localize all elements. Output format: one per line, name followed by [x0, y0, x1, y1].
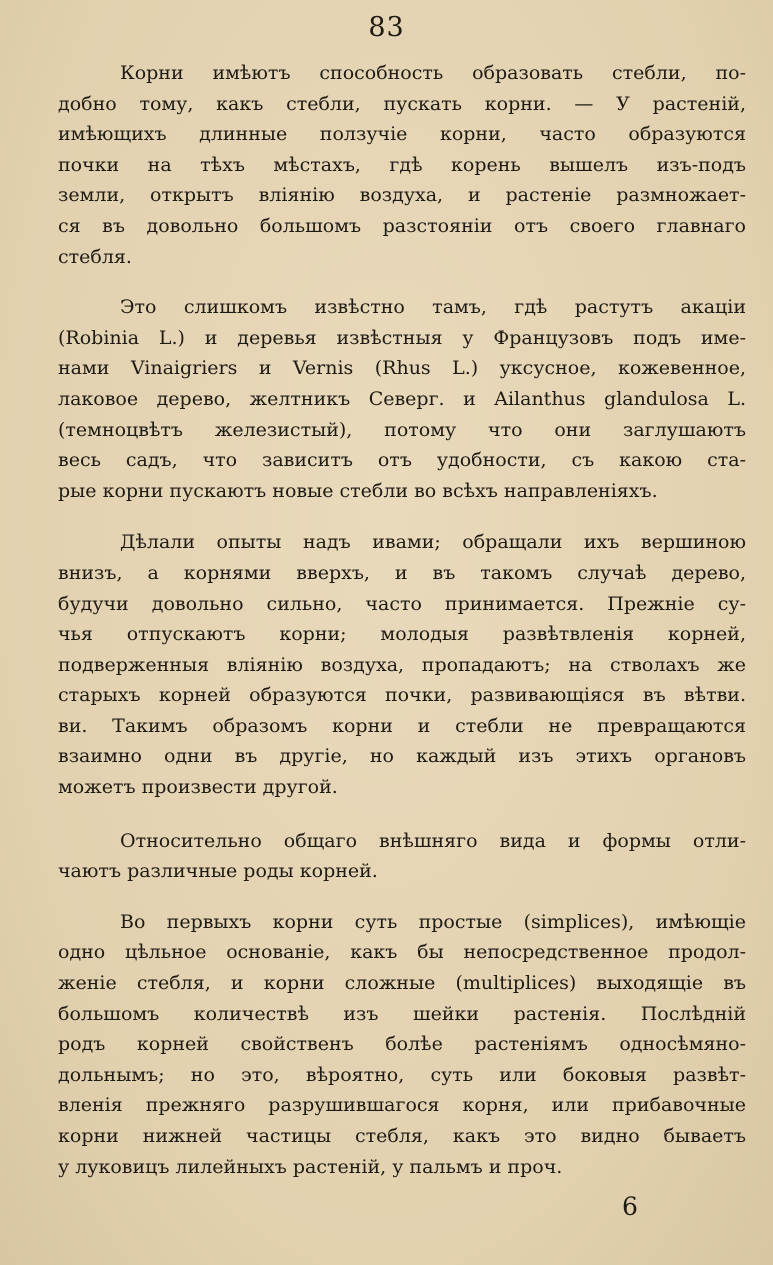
text-line: подверженныя вліянію воздуха, пропадаютъ; на стволахъ же	[58, 653, 746, 676]
text-line: дольнымъ; но это, вѣроятно, суть или боковыя развѣт-	[58, 1063, 746, 1086]
text-line: у луковицъ лилейныхъ растеній, у пальмъ и проч.	[58, 1155, 563, 1178]
signature-mark: 6	[622, 1192, 638, 1221]
text-line: имѣющихъ длинные ползучіе корни, часто образуются	[58, 123, 746, 146]
text-line: Дѣлали опыты надъ ивами; обращали ихъ вершиною	[120, 531, 746, 554]
text-line: Во первыхъ корни суть простые (simplices), имѣющіе	[120, 910, 746, 933]
text-line: чаютъ различные роды корней.	[58, 860, 378, 883]
text-line: чья отпускаютъ корни; молодыя развѣтвленія корней,	[58, 623, 746, 646]
text-line: будучи довольно сильно, часто принимается. Прежніе су-	[58, 592, 746, 615]
text-line: (темноцвѣтъ железистый), потому что они заглушаютъ	[58, 418, 746, 441]
paragraph-acacia-examples	[58, 292, 746, 506]
text-line: вленія прежняго разрушившагося корня, или прибавочные	[58, 1094, 746, 1117]
text-line: внизъ, а корнями вверхъ, и въ такомъ случаѣ дерево,	[58, 561, 746, 584]
text-line: стебля.	[58, 245, 132, 268]
text-line: Это слишкомъ извѣстно тамъ, гдѣ растутъ акаціи	[120, 296, 746, 319]
page-body	[58, 58, 746, 1204]
text-line: Корни имѣютъ способность образовать стебли, по-	[120, 62, 746, 84]
text-line: весь садъ, что зависитъ отъ удобности, съ какою ста-	[58, 449, 746, 472]
paragraph-willow-experiments	[58, 527, 746, 802]
text-line: корни нижней частицы стебля, какъ это видно бываетъ	[58, 1125, 746, 1147]
text-line: родъ корней свойственъ болѣе растеніямъ односѣмяно-	[58, 1033, 746, 1056]
text-line: взаимно одни въ другіе, но каждый изъ этихъ органовъ	[58, 745, 746, 768]
page-number: 83	[368, 12, 405, 43]
text-line: можетъ произвести другой.	[58, 776, 338, 799]
text-line: земли, открытъ вліянію воздуха, и растеніе размножает-	[58, 184, 746, 207]
text-line: (Robinia L.) и деревья извѣстныя у Французовъ подъ име-	[58, 326, 746, 349]
paragraph-simple-compound-roots	[58, 907, 746, 1182]
text-line: старыхъ корней образуются почки, развивающіяся въ вѣтви.	[58, 684, 746, 707]
text-line: женіе стебля, и корни сложные (multiplices) выходящіе въ	[58, 972, 746, 995]
text-line: нами Vinaigriers и Vernis (Rhus L.) уксусное, кожевенное,	[58, 357, 746, 380]
paragraph-roots-form-stems	[58, 58, 746, 272]
paragraph-root-forms	[58, 826, 746, 887]
text-line: одно цѣльное основаніе, какъ бы непосредственное продол-	[58, 941, 746, 964]
text-line: ся въ довольно большомъ разстояніи отъ своего главнаго	[58, 214, 746, 237]
text-line: рые корни пускаютъ новые стебли во всѣхъ направленіяхъ.	[58, 479, 658, 502]
text-line: добно тому, какъ стебли, пускать корни. — У растеній,	[58, 92, 746, 115]
text-line: Относительно общаго внѣшняго вида и формы отли-	[120, 829, 746, 852]
text-line: большомъ количествѣ изъ шейки растенія. Послѣдній	[58, 1002, 746, 1025]
text-line: почки на тѣхъ мѣстахъ, гдѣ корень вышелъ изъ-подъ	[58, 153, 746, 176]
text-line: ви. Такимъ образомъ корни и стебли не превращаются	[58, 714, 746, 737]
text-line: лаковое дерево, желтникъ Северг. и Ailanthus glandulosa L.	[58, 387, 746, 410]
